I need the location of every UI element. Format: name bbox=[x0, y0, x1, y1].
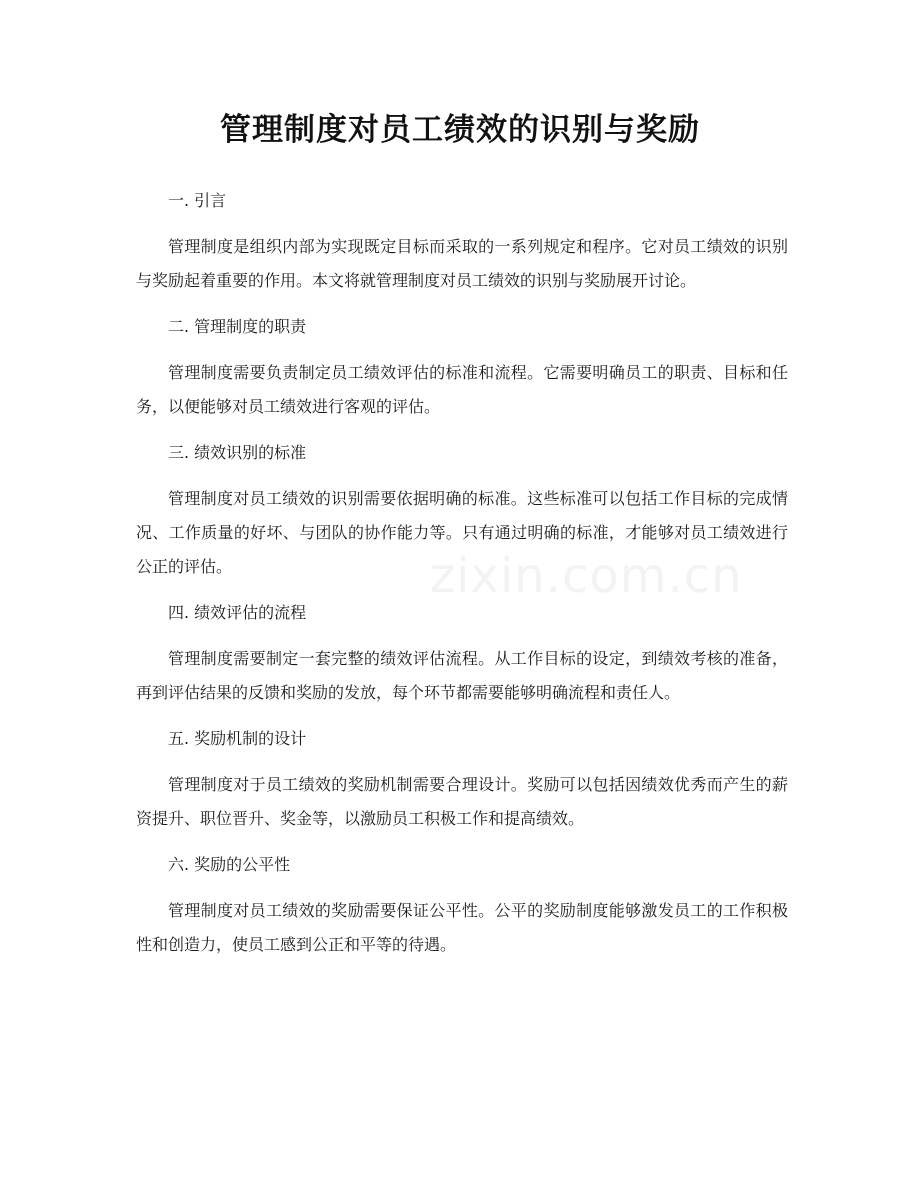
section-heading: 五. 奖励机制的设计 bbox=[168, 729, 307, 748]
document-title: 管理制度对员工绩效的识别与奖励 bbox=[220, 112, 700, 148]
section-paragraph: 管理制度对员工绩效的识别需要依据明确的标准。这些标准可以包括工作目标的完成情况、工作质量的好坏、与团队的协作能力等。只有通过明确的标准，才能够对员工绩效进行公正的评估。 bbox=[136, 489, 788, 576]
section-paragraph: 管理制度对员工绩效的奖励需要保证公平性。公平的奖励制度能够激发员工的工作积极性和创造力，使员工感到公正和平等的待遇。 bbox=[136, 901, 788, 954]
document-body bbox=[136, 184, 788, 974]
section-paragraph: 管理制度是组织内部为实现既定目标而采取的一系列规定和程序。它对员工绩效的识别与奖励起着重要的作用。本文将就管理制度对员工绩效的识别与奖励展开讨论。 bbox=[136, 237, 788, 290]
section-paragraph: 管理制度需要负责制定员工绩效评估的标准和流程。它需要明确员工的职责、目标和任务，以便能够对员工绩效进行客观的评估。 bbox=[136, 363, 788, 416]
section-heading: 一. 引言 bbox=[168, 191, 227, 210]
watermark: zixin.com.cn bbox=[430, 548, 743, 604]
section-reward-design bbox=[136, 722, 788, 836]
section-heading: 四. 绩效评估的流程 bbox=[168, 603, 307, 622]
section-paragraph: 管理制度需要制定一套完整的绩效评估流程。从工作目标的设定，到绩效考核的准备，再到评估结果的反馈和奖励的发放，每个环节都需要能够明确流程和责任人。 bbox=[136, 649, 788, 702]
section-paragraph: 管理制度对于员工绩效的奖励机制需要合理设计。奖励可以包括因绩效优秀而产生的薪资提升、职位晋升、奖金等，以激励员工积极工作和提高绩效。 bbox=[136, 775, 788, 828]
section-responsibilities bbox=[136, 310, 788, 424]
section-heading: 三. 绩效识别的标准 bbox=[168, 443, 307, 462]
section-heading: 六. 奖励的公平性 bbox=[168, 855, 291, 874]
section-introduction bbox=[136, 184, 788, 298]
section-reward-fairness bbox=[136, 848, 788, 962]
section-recognition-standards bbox=[136, 436, 788, 584]
section-heading: 二. 管理制度的职责 bbox=[168, 317, 307, 336]
section-evaluation-process bbox=[136, 596, 788, 710]
